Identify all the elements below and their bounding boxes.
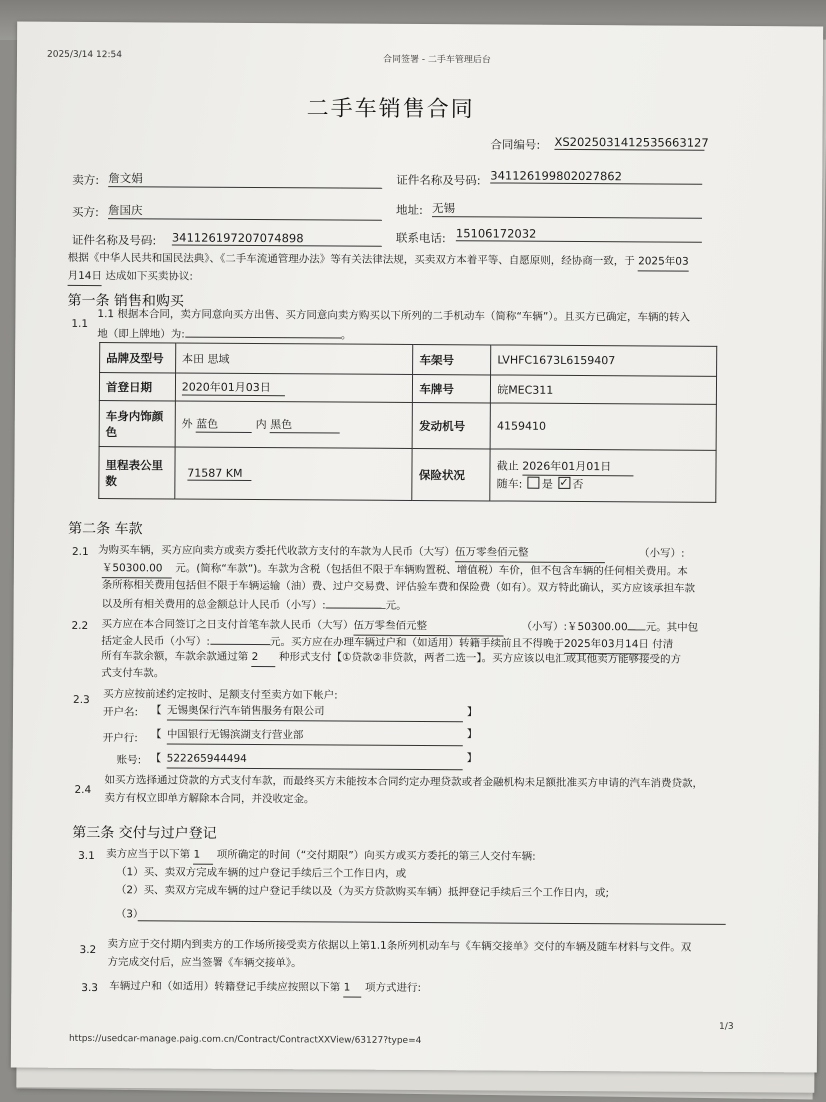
plate-value: 皖MEC311 [491,375,717,404]
clause-3-2-num: 3.2 [79,943,97,957]
exterior-color: 蓝色 [196,416,252,433]
contract-page [11,22,823,1073]
seller-label: 卖方: [72,172,100,188]
account-no: 522265944494 [167,750,463,770]
bank-bracket-r: 】 [466,728,478,741]
clause-1-1-line-1: 1.1 根据本合同，卖方同意向买方出售、买方同意向卖方购买以下所列的二手机动车（简称“车辆”）。且买方已确定，车辆的转入 [97,308,691,324]
regdate-label: 首登日期 [99,373,175,401]
section-2-title: 第二条 车款 [68,520,143,538]
address-label: 地址: [396,202,423,218]
buyer-name: 詹国庆 [108,202,382,221]
account-no-bracket-l: 【 [150,752,162,765]
print-page-title: 合同签署 - 二手车管理后台 [382,54,491,66]
account-name-bracket-l: 【 [150,704,162,717]
clause-3-1-item-2: （2）买、卖双方完成车辆的过户登记手续以及（为买方贷款购买车辆）抵押登记手续后三个工作日内，或; [115,884,610,900]
contract-no: XS2025031412535663127 [554,134,709,150]
buyer-label: 买方: [71,204,99,220]
intro-line-1: 根据《中华人民共和国民法典》、《二手车流通管理办法》等有关法律法规，买卖双方本着平等、自愿原则，经协商一致，于 2025年03 [68,250,689,272]
clause-2-1-line-3: 条所称相关费用包括但不限于车辆运输（油）费、过户交易费、评估验车费和保险费（如有）。双方特此确认，买方应该承担车款 [101,579,696,595]
clause-3-1-item-3: （3） [115,908,144,921]
bank-label: 开户行: [102,732,138,745]
vin-label: 车架号 [413,344,491,374]
mileage-cell [175,447,413,500]
print-url: https://usedcar-manage.paig.com.cn/Contract/ContractXXView/63127?type=4 [68,1033,422,1047]
buyer-id-label: 证件名称及号码: [71,232,157,248]
clause-3-1-item-1: （1）买、卖双方完成车辆的过户登记手续后三个工作日内，或 [115,866,407,880]
clause-2-3-num: 2.3 [73,693,90,707]
account-name-bracket-r: 】 [466,706,478,719]
checkbox-no-label: 否 [572,477,584,492]
checkbox-yes[interactable] [528,477,540,489]
clause-2-4-num: 2.4 [74,783,92,797]
clause-1-1-line-2: 地（即上牌地）为: 。 [97,324,351,345]
interior-color-label: 内 [255,418,267,432]
clause-3-1-num: 3.1 [78,849,95,863]
print-datetime: 2025/3/14 12:54 [46,49,122,61]
clause-3-1-line-1: 卖方应当于以下第 1 项所确定的时间（“交付期限”）向买方或买方委托的第三人交付车辆: [106,846,536,867]
clause-2-1-num: 2.1 [71,545,89,558]
checkbox-yes-label: 是 [541,477,553,491]
clause-3-1-item-3-blank [138,920,726,925]
clause-2-1-line-2: ￥50300.00 元。(简称“车款”)。车款为含税（包括但不限于车辆购置税、增值税）车价，但不包含车辆的任何相关费用。本 [101,562,688,578]
seller-name: 詹文娟 [108,170,382,189]
clause-2-2-line-1: 买方应在本合同签订之日支付首笔车款人民币（大写）伍万零叁佰元整 （小写）:￥50300.00 元。其中包 [101,614,698,638]
phone: 15106172032 [456,226,702,243]
interior-color: 黑色 [270,416,340,433]
clause-2-4-line-2: 卖方有权立即单方解除本合同，并没收定金。 [104,792,315,806]
clause-2-2-num: 2.2 [71,619,89,632]
regdate-value: 2020年01月03日 [182,379,285,397]
bank-name: 中国银行无锡滨湖支行营业部 [167,726,463,746]
print-page-number: 1/3 [719,1021,734,1032]
exterior-color-label: 外 [181,417,193,431]
account-name: 无锡奥保行汽车销售服务有限公司 [167,702,463,722]
brand-value: 本田 思域 [175,343,413,374]
clause-3-2-line-2: 方完成交付后，应当签署《车辆交接单》。 [107,956,302,970]
insurance-cell [490,449,716,502]
clause-2-4-line-1: 如买方选择通过贷款的方式支付车款，而最终买方未能按本合同约定办理贷款或者金融机构未足额批准买方申请的汽车消费贷款， [104,774,704,790]
clause-3-2-line-1: 卖方应于交付期内到卖方的工作场所接受卖方依据以上第1.1条所列机动车与《车辆交接单》交付的车辆及随车材料与文件。双 [107,938,692,954]
clause-2-2-line-4: 式支付车款。 [101,667,165,680]
engine-label: 发动机号 [413,402,491,448]
clause-2-2-line-2: 括定金人民币（小写）: 元。买方应在办理车辆过户和（如适用）转籍手续前且不得晚于2025年03月14日 付清 [101,631,673,654]
clause-3-3-num: 3.3 [81,981,99,995]
brand-label: 品牌及型号 [100,343,176,373]
contract-title: 二手车销售合同 [306,96,475,123]
checkbox-no[interactable] [558,477,570,489]
mileage-value: 71587 KM [187,466,251,480]
clause-3-3-line-1: 车辆过户和（如适用）转籍登记手续应按照以下第 1 项方式进行: [109,978,421,998]
insurance-label: 保险状况 [412,448,490,500]
clause-1-1-num: 1.1 [71,317,89,330]
engine-value: 4159410 [490,403,716,450]
insurance-until: 2026年01月01日 [522,458,633,477]
insurance-until-label: 截止 [496,459,519,473]
section-1-title: 第一条 销售和购买 [67,292,184,310]
seller-id-label: 证件名称及号码: [396,172,481,188]
regdate-cell [175,373,413,402]
insurance-follow-label: 随车: [496,477,523,491]
vin-value: LVHFC1673L6159407 [491,345,717,376]
phone-label: 联系电话: [395,230,446,246]
section-3-title: 第三条 交付与过户登记 [72,824,217,842]
plate-label: 车牌号 [413,374,491,402]
account-name-label: 开户名: [102,706,139,719]
bank-bracket-l: 【 [150,728,162,741]
account-no-bracket-r: 】 [466,752,478,765]
color-label: 车身内饰颜色 [99,401,175,447]
vehicle-table [98,342,717,503]
mileage-label: 里程表公里数 [99,447,175,499]
clause-2-1-line-4: 以及所有相关费用的总金额总计人民币（小写）: 元。 [102,594,407,615]
address: 无锡 [432,200,702,219]
clause-2-2-line-3: 所有车款余额，车款余款通过第 2 种形式支付【①贷款②非贷款，两者二选一】。买方应该以电汇或其他卖方能够接受的方 [101,650,682,666]
seller-id: 341126199802027862 [490,168,702,184]
color-cell [175,401,413,448]
account-no-label: 账号: [116,754,142,767]
intro-line-2: 月14日 达成如下买卖协议: [68,268,193,287]
contract-no-label: 合同编号: [490,137,541,152]
buyer-id: 341126197207074898 [172,230,382,246]
clause-2-3-line-1: 买方应按前述约定按时、足额支付至卖方如下帐户: [103,688,338,702]
clause-2-1-line-1: 为购买车辆，买方应向卖方或卖方委托代收款方支付的车款为人民币（大写）伍万零叁佰元整 （小写）: [98,542,685,564]
